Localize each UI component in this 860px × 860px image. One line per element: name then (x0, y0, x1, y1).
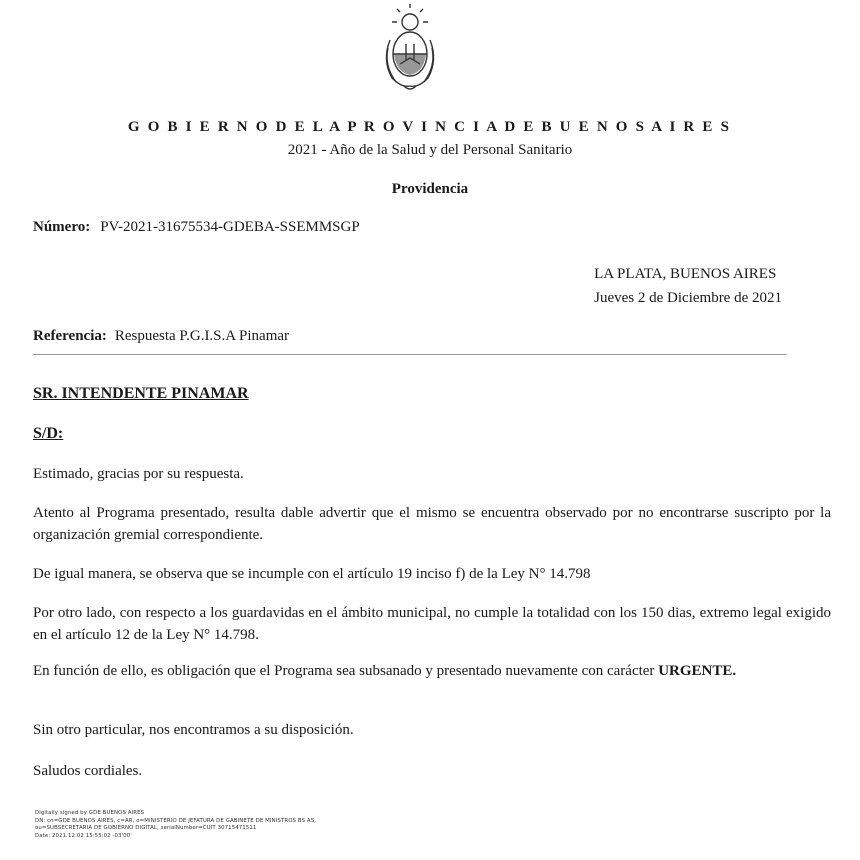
addressee: SR. INTENDENTE PINAMAR (33, 385, 249, 402)
coat-of-arms-icon (378, 0, 442, 96)
signature-line: DN: cn=GDE BUENOS AIRES, c=AR, o=MINISTERIO DE JEFATURA DE GABINETE DE MINISTROS BS AS, (35, 817, 317, 824)
number-value: PV-2021-31675534-GDEBA-SSEMMSGP (100, 219, 360, 235)
urgent-text: En función de ello, es obligación que el Programa sea subsanado y presentado nuevamente con carácter (33, 663, 655, 679)
number-label: Número: (33, 219, 91, 235)
digital-signature (35, 810, 316, 840)
year-motto: 2021 - Año de la Salud y del Personal Sanitario (287, 142, 573, 158)
reference-label: Referencia: (33, 328, 107, 344)
government-title: G O B I E R N O D E L A P R O V I N C I A D E B U E N O S A I R E S (127, 119, 733, 135)
document-number (33, 219, 360, 236)
paragraph-disposition: Sin otro particular, nos encontramos a su disposición. (33, 722, 354, 738)
paragraph-lifeguards: Por otro lado, con respecto a los guardavidas en el ámbito municipal, no cumple la totalidad con los 150 dias, extremo legal exigido en el artículo 12 de la Ley N° 14.798. (33, 605, 831, 643)
paragraph-urgent (33, 660, 831, 682)
reference-value: Respuesta P.G.I.S.A Pinamar (114, 328, 290, 344)
divider (33, 354, 787, 355)
reference (33, 328, 289, 345)
city: LA PLATA, BUENOS AIRES (594, 266, 777, 282)
document-type: Providencia (391, 181, 469, 197)
signature-line: Date: 2021.12.02 15:55:02 -03'00' (35, 832, 132, 839)
paragraph-closing: Saludos cordiales. (33, 763, 143, 779)
urgent-label: URGENTE. (658, 663, 737, 679)
paragraph-program-observed: Atento al Programa presentado, resulta dable advertir que el mismo se encuentra observado por no encontrarse suscripto por la organización gremial correspondiente. (33, 505, 831, 543)
paragraph-greeting: Estimado, gracias por su respuesta. (33, 466, 244, 482)
signature-line: ou=SUBSECRETARIA DE GOBIERNO DIGITAL, serialNumber=CUIT 30715471511 (35, 825, 257, 832)
salutation: S/D: (33, 425, 64, 442)
paragraph-article-19: De igual manera, se observa que se incumple con el artículo 19 inciso f) de la Ley N° 14.798 (33, 566, 591, 582)
signature-line: Digitally signed by GDE BUENOS AIRES (35, 810, 145, 816)
place-date (594, 262, 782, 310)
date: Jueves 2 de Diciembre de 2021 (594, 290, 782, 306)
